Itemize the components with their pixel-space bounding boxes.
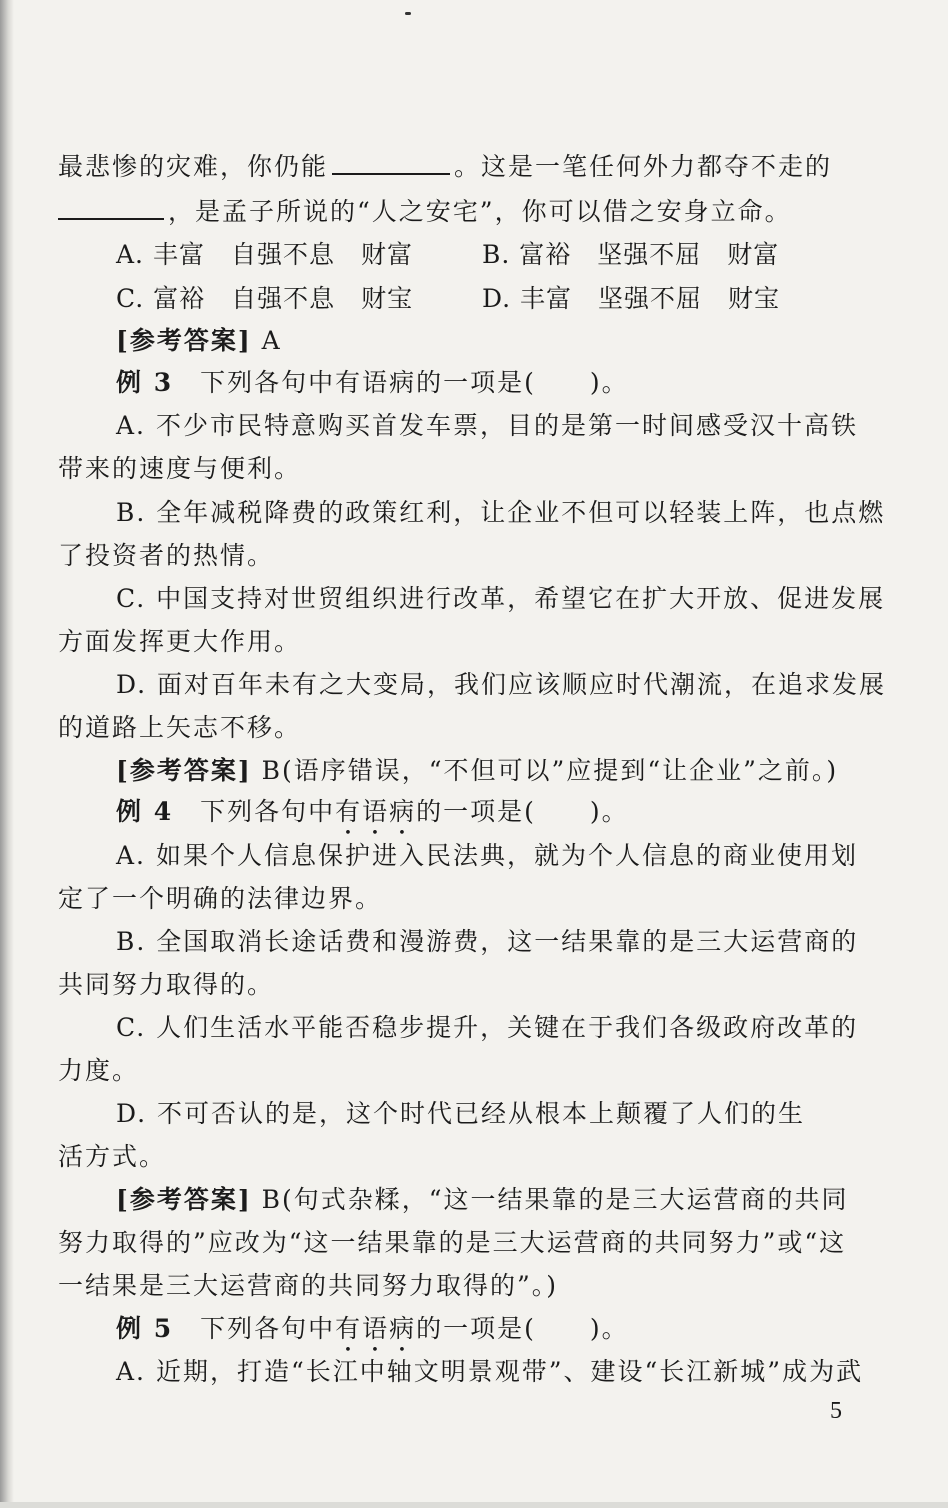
example-label: 例 4 bbox=[116, 797, 174, 826]
question-emphasis: 有语病 bbox=[335, 797, 417, 826]
answer-4-cont-1: 努力取得的”应改为“这一结果靠的是三大运营商的共同努力”或“这 bbox=[58, 1228, 847, 1257]
question-text: 的一项是( )。 bbox=[416, 797, 629, 826]
example-4-question bbox=[116, 795, 629, 841]
answer-2 bbox=[116, 324, 282, 358]
page-number: 5 bbox=[830, 1398, 842, 1424]
ex3-option-a-cont: 带来的速度与便利。 bbox=[58, 454, 302, 483]
question-text: 的一项是( )。 bbox=[416, 368, 629, 397]
ex4-option-a-cont: 定了一个明确的法律边界。 bbox=[58, 884, 383, 913]
question-text: 下列各句中 bbox=[200, 1314, 336, 1343]
ex4-option-b: B. 全国取消长途话费和漫游费，这一结果靠的是三大运营商的 bbox=[116, 927, 859, 956]
question-emphasis: 有语病 bbox=[335, 1314, 417, 1343]
ex4-option-b-cont: 共同努力取得的。 bbox=[58, 970, 275, 999]
ex3-option-d-cont: 的道路上矢志不移。 bbox=[58, 713, 302, 742]
intro-line-1 bbox=[58, 150, 832, 184]
answer-label: [参考答案] bbox=[116, 1185, 252, 1214]
question-text: 的一项是( )。 bbox=[416, 1314, 629, 1343]
fill-blank[interactable] bbox=[58, 217, 164, 220]
intro-line-2 bbox=[58, 195, 792, 229]
scan-edge bbox=[0, 0, 14, 1508]
ex3-option-a: A. 不少市民特意购买首发车票，目的是第一时间感受汉十高铁 bbox=[116, 411, 858, 440]
option-c: C. 富裕 自强不息 财宝 bbox=[116, 284, 414, 313]
answer-text: B(语序错误，“不但可以”应提到“让企业”之前。) bbox=[261, 756, 839, 785]
option-a: A. 丰富 自强不息 财富 bbox=[116, 240, 413, 269]
example-3-question bbox=[116, 366, 629, 400]
ex3-option-b-cont: 了投资者的热情。 bbox=[58, 541, 275, 570]
ex3-option-d: D. 面对百年未有之大变局，我们应该顺应时代潮流，在追求发展 bbox=[116, 670, 887, 699]
fill-blank[interactable] bbox=[332, 172, 450, 175]
intro-text: 最悲惨的灾难，你仍能 bbox=[58, 152, 329, 181]
question-text: 下列各句中有 bbox=[200, 368, 363, 397]
example-label: 例 3 bbox=[116, 368, 174, 397]
answer-text: A bbox=[261, 326, 282, 355]
answer-label: [参考答案] bbox=[116, 326, 252, 355]
scan-speck bbox=[405, 12, 411, 15]
scan-bottom-edge bbox=[0, 1502, 948, 1508]
answer-4 bbox=[116, 1183, 849, 1217]
option-b: B. 富裕 坚强不屈 财富 bbox=[482, 240, 780, 269]
ex3-option-c: C. 中国支持对世贸组织进行改革，希望它在扩大开放、促进发展 bbox=[116, 584, 886, 613]
answer-3 bbox=[116, 754, 838, 788]
ex4-option-a: A. 如果个人信息保护进入民法典，就为个人信息的商业使用划 bbox=[116, 841, 858, 870]
answer-label: [参考答案] bbox=[116, 756, 252, 785]
ex3-option-c-cont: 方面发挥更大作用。 bbox=[58, 627, 302, 656]
ex3-option-b: B. 全年减税降费的政策红利，让企业不但可以轻装上阵，也点燃 bbox=[116, 498, 886, 527]
ex4-option-c-cont: 力度。 bbox=[58, 1056, 140, 1085]
answer-text: B(句式杂糅，“这一结果靠的是三大运营商的共同 bbox=[261, 1185, 849, 1214]
example-5-question bbox=[116, 1312, 629, 1358]
ex5-option-a: A. 近期，打造“长江中轴文明景观带”、建设“长江新城”成为武 bbox=[116, 1357, 864, 1386]
option-d: D. 丰富 坚强不屈 财宝 bbox=[482, 284, 781, 313]
question-text: 下列各句中 bbox=[200, 797, 336, 826]
answer-4-cont-2: 一结果是三大运营商的共同努力取得的”。) bbox=[58, 1271, 559, 1300]
intro-text: ，是孟子所说的“人之安宅”，你可以借之安身立命。 bbox=[168, 197, 792, 226]
intro-text: 。这是一笔任何外力都夺不走的 bbox=[454, 152, 833, 181]
ex4-option-c: C. 人们生活水平能否稳步提升，关键在于我们各级政府改革的 bbox=[116, 1013, 859, 1042]
question-text: 语病 bbox=[362, 368, 417, 397]
ex4-option-d-cont: 活方式。 bbox=[58, 1142, 167, 1171]
example-label: 例 5 bbox=[116, 1314, 174, 1343]
ex4-option-d: D. 不可否认的是，这个时代已经从根本上颠覆了人们的生 bbox=[116, 1099, 806, 1128]
